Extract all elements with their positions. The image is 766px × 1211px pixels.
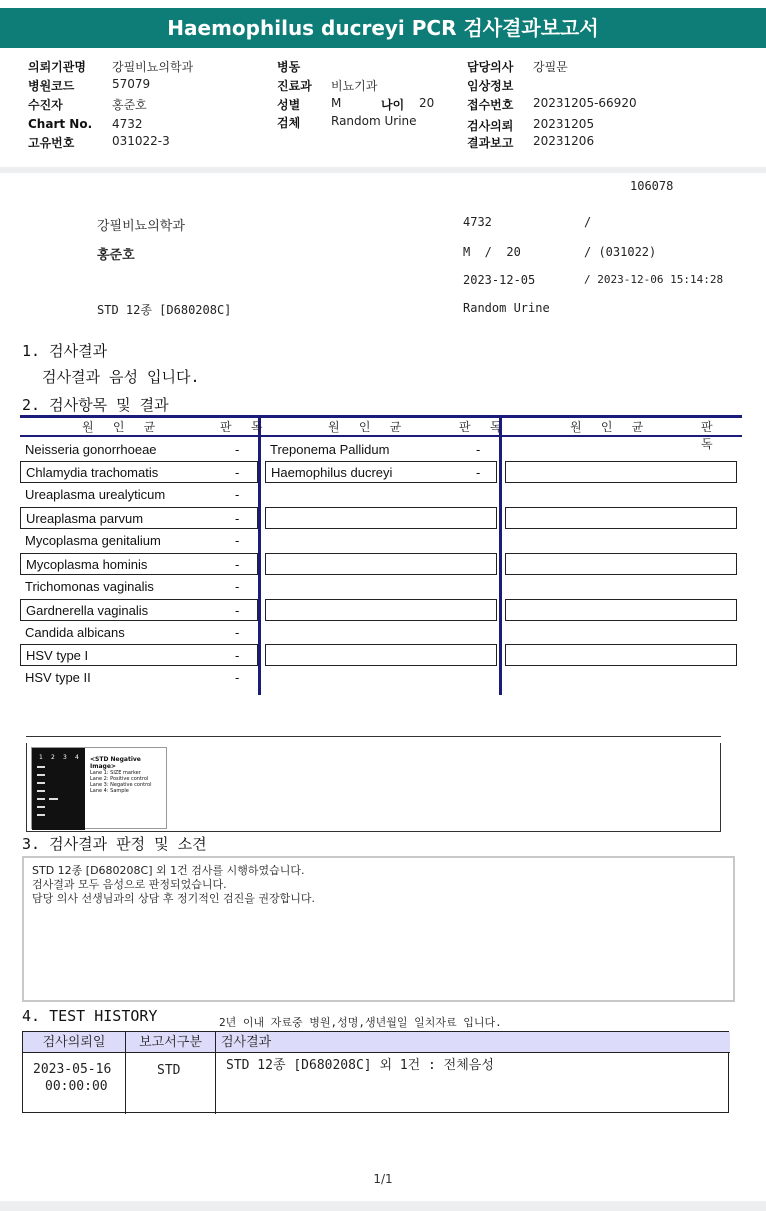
info-value-age: 20 — [419, 96, 435, 110]
germ-name: Neisseria gonorrhoeae — [25, 442, 157, 457]
info-label-clinical: 임상정보 — [467, 79, 514, 93]
info-value-sex: M — [331, 96, 342, 110]
empty-row-box — [505, 507, 737, 529]
section1-heading: 1. 검사결과 — [22, 342, 108, 360]
result-row — [20, 484, 258, 506]
history-header-result: 검사결과 — [221, 1035, 272, 1050]
gel-title: <STD Negative Image> — [90, 756, 141, 770]
image-top-rule — [26, 736, 721, 737]
result-row — [265, 439, 497, 461]
info-label-sex: 성별 — [277, 98, 301, 112]
section3-heading: 3. 검사결과 판정 및 소견 — [22, 835, 207, 853]
result-row — [20, 599, 258, 621]
germ-result: - — [235, 442, 240, 457]
info-label-receipt-no: 접수번호 — [467, 98, 514, 112]
germ-name: Gardnerella vaginalis — [26, 603, 149, 618]
gel-band — [37, 766, 45, 768]
germ-name: Ureaplasma parvum — [26, 511, 144, 526]
germ-name: HSV type I — [26, 648, 89, 663]
gel-band — [37, 790, 45, 792]
germ-result: - — [235, 487, 240, 502]
lane-number: 2 — [51, 754, 55, 761]
gel-band — [37, 798, 45, 800]
germ-name: Haemophilus ducreyi — [271, 465, 393, 480]
patient-info — [0, 56, 766, 168]
opinion-box — [22, 856, 735, 1002]
summary-patient: 홍준호 — [97, 248, 135, 263]
info-label-age: 나이 — [381, 98, 405, 112]
info-label-ward: 병동 — [277, 60, 301, 74]
history-type: STD — [157, 1063, 181, 1078]
empty-row-box — [505, 599, 737, 621]
info-value-department: 비뇨기과 — [331, 79, 378, 93]
header-germ: 원 인 균 — [82, 420, 162, 434]
gel-band — [49, 798, 58, 800]
info-value-report-date: 20231206 — [533, 134, 595, 148]
info-label-department: 진료과 — [277, 79, 312, 93]
section2-heading: 2. 검사항목 및 결과 — [22, 396, 169, 414]
empty-row-box — [265, 644, 497, 666]
result-table — [20, 415, 742, 695]
gel-band — [37, 806, 45, 808]
result-row — [20, 667, 258, 689]
germ-name: Ureaplasma urealyticum — [25, 487, 166, 502]
result-row — [20, 530, 258, 552]
info-label-doctor: 담당의사 — [467, 60, 514, 74]
header-result: 판 독 — [701, 420, 719, 451]
gel-band — [37, 814, 45, 816]
history-time: 00:00:00 — [45, 1079, 108, 1094]
gel-legend-line: Lane 3: Negative control — [90, 782, 152, 788]
result-row — [265, 461, 497, 483]
header-germ: 원 인 균 — [570, 420, 650, 434]
summary-hospital: 강필비뇨의학과 — [97, 219, 185, 234]
result-row — [20, 461, 258, 483]
info-label-request-date: 검사의뢰 — [467, 119, 514, 133]
result-row — [20, 644, 258, 666]
summary-chart: 4732 — [463, 215, 492, 229]
gel-image — [31, 747, 167, 829]
summary-sex-age: M / 20 — [463, 245, 521, 259]
germ-name: Mycoplasma hominis — [26, 557, 148, 572]
opinion-line: STD 12종 [D680208C] 외 1건 검사를 시행하였습니다. — [32, 864, 305, 877]
header-germ: 원 인 균 — [328, 420, 408, 434]
summary-specimen: Random Urine — [463, 301, 550, 315]
empty-row-box — [265, 507, 497, 529]
summary-request-date: 2023-12-05 — [463, 273, 536, 287]
germ-name: HSV type II — [25, 670, 91, 685]
table-column-divider — [499, 415, 502, 695]
opinion-line: 담당 의사 선생님과의 상담 후 정기적인 검진을 권장합니다. — [32, 892, 315, 905]
germ-result: - — [235, 579, 240, 594]
germ-result: - — [235, 625, 240, 640]
germ-result: - — [235, 557, 240, 572]
gel-legend-line: Lane 4: Sample — [90, 788, 129, 794]
germ-result: - — [235, 465, 240, 480]
germ-result: - — [235, 603, 240, 618]
summary-report-datetime: / 2023-12-06 15:14:28 — [584, 273, 724, 286]
info-value-doctor: 강필문 — [533, 60, 568, 74]
report-title: Haemophilus ducreyi PCR 검사결과보고서 — [0, 8, 766, 48]
history-result: STD 12종 [D680208C] 외 1건 : 전체음성 — [226, 1058, 494, 1073]
history-note: 2년 이내 자료중 병원,성명,생년월일 일치자료 입니다. — [219, 1016, 502, 1029]
table-column-divider — [258, 415, 261, 695]
empty-row-box — [505, 644, 737, 666]
germ-result: - — [476, 465, 481, 480]
info-label-specimen: 검체 — [277, 116, 301, 130]
summary-code: 106078 — [630, 179, 674, 193]
header-result: 판 독 — [220, 420, 269, 434]
gel-band — [37, 782, 45, 784]
info-value-hospital: 강필비뇨의학과 — [112, 60, 194, 74]
opinion-line: 검사결과 모두 음성으로 판정되었습니다. — [32, 878, 227, 891]
info-label-chart: Chart No. — [28, 117, 93, 131]
section4-heading: 4. TEST HISTORY — [22, 1007, 158, 1025]
empty-row-box — [265, 599, 497, 621]
summary-test-name: STD 12종 [D680208C] — [97, 303, 232, 317]
germ-result: - — [235, 670, 240, 685]
result-row — [20, 507, 258, 529]
section1-result-text: 검사결과 음성 입니다. — [42, 368, 200, 386]
info-label-hospital-code: 병원코드 — [28, 79, 75, 93]
header-divider — [0, 167, 766, 173]
info-label-report-date: 결과보고 — [467, 136, 514, 150]
germ-name: Treponema Pallidum — [270, 442, 390, 457]
empty-row-box — [265, 553, 497, 575]
table-header-rule — [20, 435, 742, 437]
info-value-receipt-no: 20231205-66920 — [533, 96, 637, 110]
page-number: 1/1 — [373, 1172, 393, 1186]
history-date: 2023-05-16 — [33, 1062, 112, 1077]
summary-id: / (031022) — [584, 245, 657, 259]
gel-band — [37, 774, 45, 776]
info-value-chart: 4732 — [112, 117, 143, 131]
history-column-divider — [215, 1032, 216, 1114]
empty-row-box — [505, 553, 737, 575]
germ-name: Chlamydia trachomatis — [26, 465, 159, 480]
footer-band — [0, 1201, 766, 1211]
germ-name: Candida albicans — [25, 625, 125, 640]
info-value-specimen: Random Urine — [331, 114, 417, 128]
gel-legend-line: Lane 2: Positive control — [90, 776, 149, 782]
gel-legend-line: Lane 1: SIZE marker — [90, 770, 141, 776]
history-table — [22, 1031, 729, 1113]
history-header-type: 보고서구분 — [139, 1035, 202, 1050]
info-value-hospital-code: 57079 — [112, 77, 151, 91]
info-label-hospital: 의뢰기관명 — [28, 60, 86, 74]
result-row — [20, 439, 258, 461]
history-header-date: 검사의뢰일 — [42, 1035, 106, 1050]
germ-name: Mycoplasma genitalium — [25, 533, 161, 548]
info-value-patient: 홍준호 — [112, 98, 147, 112]
germ-result: - — [235, 511, 240, 526]
empty-row-box — [505, 461, 737, 483]
result-row — [20, 576, 258, 598]
result-row — [20, 553, 258, 575]
header-result: 판 독 — [459, 420, 508, 434]
info-value-request-date: 20231205 — [533, 117, 595, 131]
info-label-patient: 수진자 — [28, 98, 63, 112]
germ-result: - — [235, 648, 240, 663]
result-row — [20, 622, 258, 644]
info-label-unique-id: 고유번호 — [28, 136, 75, 150]
germ-result: - — [235, 533, 240, 548]
summary-slash: / — [584, 215, 592, 229]
lane-number: 4 — [75, 754, 79, 761]
lane-number: 3 — [63, 754, 67, 761]
germ-name: Trichomonas vaginalis — [25, 579, 154, 594]
lane-number: 1 — [39, 754, 43, 761]
info-value-unique-id: 031022-3 — [112, 134, 170, 148]
germ-result: - — [476, 442, 481, 457]
